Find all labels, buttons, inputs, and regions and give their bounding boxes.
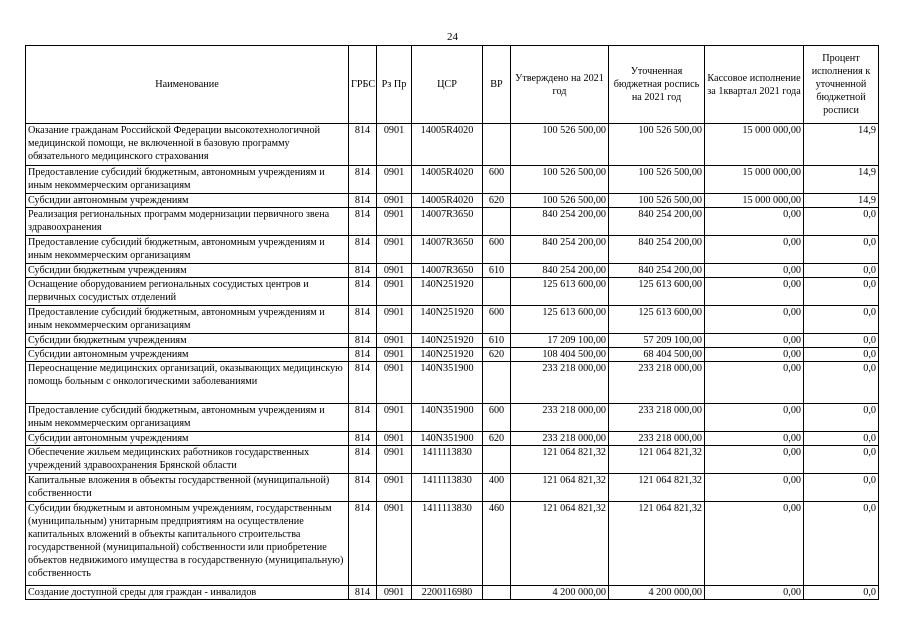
cell-rzpr: 0901 [377,348,412,362]
table-row [26,404,879,432]
cell-refined: 840 254 200,00 [609,264,705,278]
cell-percent: 0,0 [804,446,879,474]
cell-cash: 15 000 000,00 [705,166,804,194]
cell-cash: 15 000 000,00 [705,124,804,166]
cell-refined: 125 613 600,00 [609,306,705,334]
table-row [26,474,879,502]
cell-vr [483,124,511,166]
cell-refined: 121 064 821,32 [609,446,705,474]
cell-vr: 400 [483,474,511,502]
cell-csr: 14005R4020 [412,166,483,194]
cell-refined: 233 218 000,00 [609,362,705,404]
table-row [26,264,879,278]
cell-vr [483,446,511,474]
cell-grbs: 814 [349,208,377,236]
cell-refined: 4 200 000,00 [609,586,705,600]
cell-grbs: 814 [349,278,377,306]
cell-grbs: 814 [349,404,377,432]
cell-name: Предоставление субсидий бюджетным, автономным учреждениям и иным некоммерческим организациям [26,404,349,432]
cell-name: Субсидии автономным учреждениям [26,194,349,208]
cell-name: Предоставление субсидий бюджетным, автономным учреждениям и иным некоммерческим организациям [26,236,349,264]
cell-cash: 0,00 [705,278,804,306]
cell-vr [483,208,511,236]
cell-name: Оснащение оборудованием региональных сосудистых центров и первичных сосудистых отделений [26,278,349,306]
header-cash: Кассовое исполнение за 1квартал 2021 года [705,46,804,124]
cell-grbs: 814 [349,236,377,264]
cell-percent: 0,0 [804,404,879,432]
cell-name: Субсидии бюджетным учреждениям [26,264,349,278]
cell-refined: 840 254 200,00 [609,236,705,264]
cell-percent: 0,0 [804,586,879,600]
cell-csr: 140N251920 [412,334,483,348]
cell-rzpr: 0901 [377,586,412,600]
cell-approved: 233 218 000,00 [511,362,609,404]
cell-rzpr: 0901 [377,264,412,278]
cell-csr: 14007R3650 [412,264,483,278]
header-csr: ЦСР [412,46,483,124]
cell-csr: 14007R3650 [412,208,483,236]
table-row [26,586,879,600]
cell-csr: 140N251920 [412,348,483,362]
cell-grbs: 814 [349,502,377,586]
cell-approved: 17 209 100,00 [511,334,609,348]
cell-vr: 600 [483,306,511,334]
cell-grbs: 814 [349,474,377,502]
cell-grbs: 814 [349,124,377,166]
cell-refined: 57 209 100,00 [609,334,705,348]
cell-vr: 620 [483,348,511,362]
cell-refined: 840 254 200,00 [609,208,705,236]
table-row [26,124,879,166]
header-percent: Процент исполнения к уточненной бюджетной росписи [804,46,879,124]
header-approved: Утверждено на 2021 год [511,46,609,124]
header-vr: ВР [483,46,511,124]
cell-approved: 840 254 200,00 [511,264,609,278]
cell-rzpr: 0901 [377,236,412,264]
header-row [26,46,879,124]
cell-percent: 14,9 [804,194,879,208]
cell-percent: 14,9 [804,124,879,166]
table-row [26,236,879,264]
cell-cash: 0,00 [705,404,804,432]
cell-rzpr: 0901 [377,124,412,166]
cell-percent: 0,0 [804,474,879,502]
table-row [26,278,879,306]
table-row [26,166,879,194]
cell-approved: 121 064 821,32 [511,502,609,586]
cell-cash: 0,00 [705,334,804,348]
cell-rzpr: 0901 [377,334,412,348]
cell-cash: 15 000 000,00 [705,194,804,208]
cell-name: Капитальные вложения в объекты государственной (муниципальной) собственности [26,474,349,502]
cell-vr: 610 [483,334,511,348]
cell-percent: 0,0 [804,208,879,236]
cell-rzpr: 0901 [377,278,412,306]
cell-refined: 100 526 500,00 [609,166,705,194]
cell-refined: 100 526 500,00 [609,194,705,208]
cell-percent: 0,0 [804,362,879,404]
cell-name: Субсидии автономным учреждениям [26,348,349,362]
cell-cash: 0,00 [705,502,804,586]
cell-refined: 68 404 500,00 [609,348,705,362]
cell-vr [483,278,511,306]
cell-percent: 0,0 [804,278,879,306]
cell-refined: 125 613 600,00 [609,278,705,306]
cell-approved: 233 218 000,00 [511,432,609,446]
cell-csr: 1411113830 [412,474,483,502]
cell-percent: 14,9 [804,166,879,194]
cell-csr: 1411113830 [412,446,483,474]
cell-csr: 140N351900 [412,362,483,404]
cell-approved: 840 254 200,00 [511,236,609,264]
cell-cash: 0,00 [705,586,804,600]
cell-csr: 140N251920 [412,278,483,306]
cell-approved: 121 064 821,32 [511,446,609,474]
cell-cash: 0,00 [705,306,804,334]
cell-grbs: 814 [349,446,377,474]
cell-vr: 600 [483,166,511,194]
cell-rzpr: 0901 [377,446,412,474]
cell-grbs: 814 [349,264,377,278]
header-grbs: ГРБС [349,46,377,124]
header-rzpr: Рз Пр [377,46,412,124]
cell-percent: 0,0 [804,348,879,362]
cell-name: Переоснащение медицинских организаций, оказывающих медицинскую помощь больным с онкологическими заболеваниями [26,362,349,404]
page-number: 24 [447,31,458,43]
cell-approved: 100 526 500,00 [511,124,609,166]
cell-vr: 610 [483,264,511,278]
cell-rzpr: 0901 [377,362,412,404]
cell-name: Обеспечение жильем медицинских работников государственных учреждений здравоохранения Брянской области [26,446,349,474]
cell-vr: 620 [483,432,511,446]
cell-refined: 233 218 000,00 [609,404,705,432]
cell-approved: 100 526 500,00 [511,166,609,194]
cell-vr [483,586,511,600]
cell-csr: 140N251920 [412,306,483,334]
cell-approved: 121 064 821,32 [511,474,609,502]
cell-refined: 100 526 500,00 [609,124,705,166]
cell-grbs: 814 [349,348,377,362]
cell-grbs: 814 [349,166,377,194]
cell-rzpr: 0901 [377,502,412,586]
cell-cash: 0,00 [705,236,804,264]
cell-vr: 460 [483,502,511,586]
table-row [26,362,879,404]
cell-name: Предоставление субсидий бюджетным, автономным учреждениям и иным некоммерческим организациям [26,306,349,334]
table-row [26,432,879,446]
table-row [26,446,879,474]
cell-name: Реализация региональных программ модернизации первичного звена здравоохранения [26,208,349,236]
cell-percent: 0,0 [804,334,879,348]
cell-csr: 140N351900 [412,404,483,432]
cell-vr: 600 [483,236,511,264]
cell-vr: 620 [483,194,511,208]
cell-approved: 4 200 000,00 [511,586,609,600]
cell-refined: 233 218 000,00 [609,432,705,446]
cell-grbs: 814 [349,432,377,446]
cell-refined: 121 064 821,32 [609,474,705,502]
header-name: Наименование [26,46,349,124]
cell-csr: 2200116980 [412,586,483,600]
cell-rzpr: 0901 [377,166,412,194]
table-row [26,348,879,362]
cell-rzpr: 0901 [377,404,412,432]
cell-approved: 100 526 500,00 [511,194,609,208]
cell-name: Создание доступной среды для граждан - инвалидов [26,586,349,600]
cell-cash: 0,00 [705,474,804,502]
cell-percent: 0,0 [804,264,879,278]
cell-vr: 600 [483,404,511,432]
cell-approved: 125 613 600,00 [511,306,609,334]
cell-name: Предоставление субсидий бюджетным, автономным учреждениям и иным некоммерческим организациям [26,166,349,194]
cell-approved: 840 254 200,00 [511,208,609,236]
cell-percent: 0,0 [804,432,879,446]
cell-vr [483,362,511,404]
cell-refined: 121 064 821,32 [609,502,705,586]
cell-grbs: 814 [349,586,377,600]
cell-csr: 14005R4020 [412,194,483,208]
cell-percent: 0,0 [804,236,879,264]
cell-approved: 125 613 600,00 [511,278,609,306]
cell-cash: 0,00 [705,264,804,278]
cell-approved: 233 218 000,00 [511,404,609,432]
cell-rzpr: 0901 [377,306,412,334]
cell-name: Субсидии автономным учреждениям [26,432,349,446]
cell-rzpr: 0901 [377,474,412,502]
cell-grbs: 814 [349,194,377,208]
cell-cash: 0,00 [705,208,804,236]
cell-cash: 0,00 [705,362,804,404]
cell-approved: 108 404 500,00 [511,348,609,362]
cell-cash: 0,00 [705,348,804,362]
cell-name: Субсидии бюджетным и автономным учреждениям, государственным (муниципальным) унитарным предприятиям на осуществление капитальных вложений в объекты капитального строительства государственной (муниципальной) собственности или приобретение объектов недвижимого имущества в государственную (муниципальную) собственность [26,502,349,586]
cell-csr: 14005R4020 [412,124,483,166]
table-row [26,208,879,236]
cell-name: Субсидии бюджетным учреждениям [26,334,349,348]
table-row [26,334,879,348]
cell-grbs: 814 [349,334,377,348]
cell-grbs: 814 [349,306,377,334]
header-refined: Уточненная бюджетная роспись на 2021 год [609,46,705,124]
cell-csr: 14007R3650 [412,236,483,264]
cell-csr: 1411113830 [412,502,483,586]
table-row [26,306,879,334]
table-row [26,194,879,208]
cell-rzpr: 0901 [377,194,412,208]
cell-rzpr: 0901 [377,208,412,236]
cell-percent: 0,0 [804,306,879,334]
cell-cash: 0,00 [705,446,804,474]
cell-percent: 0,0 [804,502,879,586]
cell-rzpr: 0901 [377,432,412,446]
cell-name: Оказание гражданам Российской Федерации высокотехнологичной медицинской помощи, не включенной в базовую программу обязательного медицинского страхования [26,124,349,166]
table-row [26,502,879,586]
cell-cash: 0,00 [705,432,804,446]
budget-table [25,45,879,600]
cell-csr: 140N351900 [412,432,483,446]
cell-grbs: 814 [349,362,377,404]
